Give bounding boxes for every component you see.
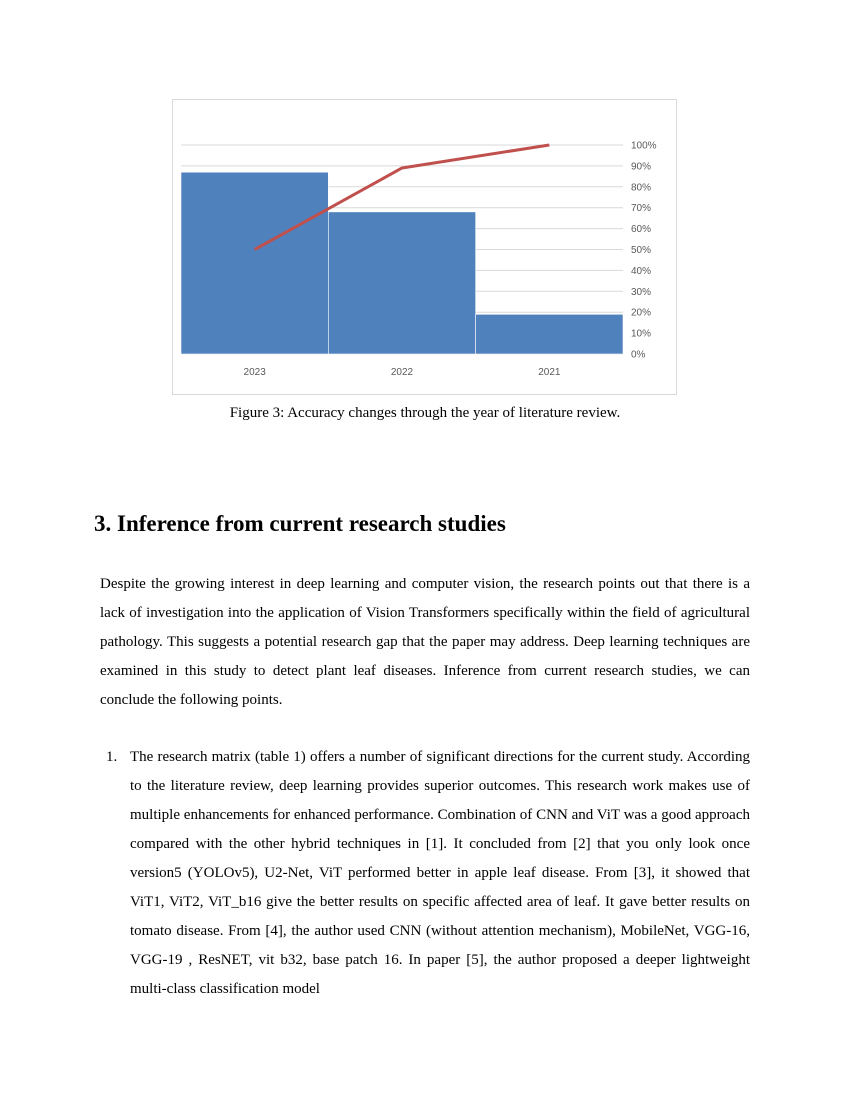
x-tick-label: 2022 bbox=[390, 367, 414, 378]
numbered-list bbox=[100, 743, 750, 1004]
section-title: 3. Inference from current research studies bbox=[94, 511, 506, 536]
y-tick-label: 30% bbox=[631, 286, 652, 298]
y-tick-label: 10% bbox=[631, 328, 652, 340]
figure-caption: Figure 3: Accuracy changes through the year of literature review. bbox=[229, 405, 621, 421]
y-tick-label: 20% bbox=[631, 307, 652, 319]
bar-2021 bbox=[476, 314, 623, 354]
x-tick-label: 2023 bbox=[243, 367, 266, 378]
body-paragraph: Despite the growing interest in deep learning and computer vision, the research points out that there is a lack of investigation into the application of Vision Transformers specifically within the field of agricultural pathology. This suggests a potential research gap that the paper may address. Deep learning techniques are examined in this study to detect plant leaf diseases. Inference from current research studies, we can conclude the following points. bbox=[100, 576, 750, 708]
y-tick-label: 50% bbox=[631, 245, 652, 256]
chart-svg bbox=[173, 100, 676, 394]
list-item bbox=[100, 743, 750, 1004]
bar-2022 bbox=[328, 212, 475, 354]
y-tick-label: 90% bbox=[631, 161, 652, 173]
accuracy-chart bbox=[172, 99, 677, 395]
y-tick-label: 70% bbox=[631, 203, 652, 215]
list-item-number: 1. bbox=[106, 749, 118, 765]
bar-2023 bbox=[181, 172, 328, 354]
y-tick-label: 0% bbox=[631, 349, 646, 361]
y-tick-label: 80% bbox=[631, 182, 652, 194]
y-tick-label: 40% bbox=[631, 265, 652, 277]
y-tick-label: 60% bbox=[631, 224, 652, 236]
x-tick-label: 2021 bbox=[538, 367, 561, 378]
y-tick-label: 100% bbox=[631, 140, 657, 152]
list-item-text: The research matrix (table 1) offers a number of significant directions for the current study. According to the literature review, deep learning provides superior outcomes. This research work makes use of multiple enhancements for enhanced performance. Combination of CNN and ViT was a good approach compared with the other hybrid techniques in [1]. It concluded from [2] that you only look once version5 (YOLOv5), U2-Net, ViT performed better in apple leaf disease. From [3], it showed that ViT1, ViT2, ViT_b16 give the better results on specific affected area of leaf. It gave better results on tomato disease. From [4], the author used CNN (without attention mechanism), MobileNet, VGG-16, VGG-19 , ResNET, vit b32, base patch 16. In paper [5], the author proposed a deeper lightweight multi-class classification model bbox=[130, 749, 750, 997]
